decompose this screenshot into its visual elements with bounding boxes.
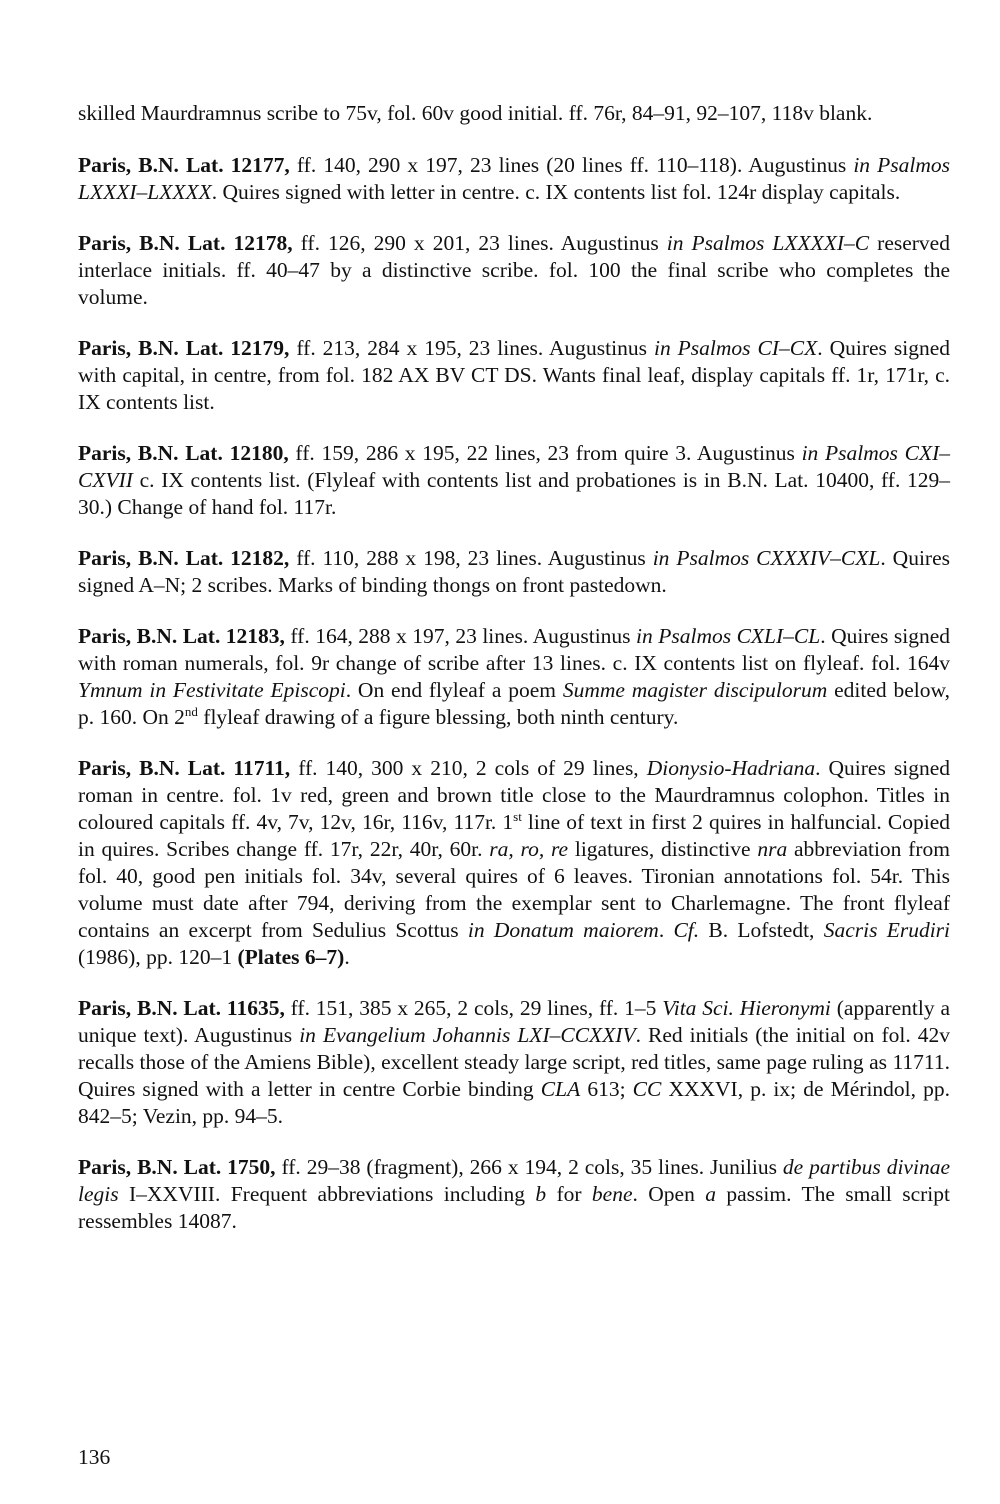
italic-text: b [535,1182,547,1206]
entry-text: ff. 126, 290 x 201, 23 lines. Augustinus [292,231,667,255]
catalogue-entry [78,1154,950,1235]
entry-text: (1986), pp. 120–1 [78,945,238,969]
entry-text: edited below, p. 160. On 2 [78,678,951,729]
entry-text: for [546,1182,592,1206]
italic-text: de partibus divinae legis [78,1155,950,1206]
shelfmark: Paris, B.N. Lat. 12180, [78,441,289,465]
entry-text: . Quires signed with capital, in centre, from fol. 182 AX BV CT DS. Wants final leaf, display capitals ff. 1r, 171r, c. IX contents list. [78,336,951,414]
entry-text: ligatures, distinctive [568,837,758,861]
italic-text: nra [757,837,788,861]
catalogue-entry [78,995,950,1130]
italic-text: in Psalmos LXXXXI–C [666,231,870,255]
catalogue-entry [78,545,950,599]
italic-text: CC [632,1077,662,1101]
italic-text: Dionysio-Hadriana [646,756,816,780]
entry-text: ff. 29–38 (fragment), 266 x 194, 2 cols, 35 lines. Junilius [275,1155,783,1179]
page-number: 136 [78,1445,111,1469]
catalogue-entry [78,755,950,971]
shelfmark: Paris, B.N. Lat. 11711, [78,756,291,780]
shelfmark: Paris, B.N. Lat. 12179, [78,336,290,360]
italic-text: in Donatum maiorem [467,918,659,942]
entry-text: . Quires signed with letter in centre. c. IX contents list fol. 124r display capitals. [211,180,901,204]
entry-text: ff. 151, 385 x 265, 2 cols, 29 lines, ff. 1–5 [284,996,663,1020]
shelfmark: Paris, B.N. Lat. 12177, [78,153,290,177]
catalogue-entry [78,100,950,127]
italic-text: Sacris Erudiri [823,918,951,942]
italic-text: in Psalmos LXXXI–LXXXX [78,153,951,204]
shelfmark: Paris, B.N. Lat. 12178, [78,231,293,255]
catalogue-entry [78,152,950,206]
shelfmark: Paris, B.N. Lat. 1750, [78,1155,276,1179]
italic-text: in Psalmos CI–CX [653,336,818,360]
entry-text: . Quires signed roman in centre. fol. 1v red, green and brown title close to the Maurdramnus colophon. Titles in coloured capitals ff. 4v, 7v, 12v, 16r, 116v, 117r. 1 [78,756,950,834]
entry-text: (Plates 6–7) [237,945,345,969]
catalogue-entry [78,230,950,311]
entry-text: abbreviation from fol. 40, good pen initials fol. 34v, several quires of 6 leaves. Tironian annotations fol. 54r. This volume must date after 794, deriving from the exemplar sent to Charlemagne. The front flyleaf contains an excerpt from Sedulius Scottus [78,837,950,942]
italic-text: bene [591,1182,633,1206]
italic-text: in Psalmos CXXXIV–CXL [652,546,881,570]
page-body [78,100,950,1259]
shelfmark: Paris, B.N. Lat. 11635, [78,996,285,1020]
entry-text: . Red initials (the initial on fol. 42v recalls those of the Amiens Bible), excellent steady large script, red titles, same page ruling as 11711. Quires signed with a letter in centre Corbie binding [78,1023,950,1101]
entry-text: passim. The small script ressembles 14087. [78,1182,950,1233]
italic-text: Ymnum in Festivitate Episcopi [78,678,346,702]
entry-text: skilled Maurdramnus scribe to 75v, fol. 60v good initial. ff. 76r, 84–91, 92–107, 118v blank. [78,101,873,125]
superscript-text: st [513,808,522,824]
catalogue-entry [78,440,950,521]
entry-text: 613; [580,1077,633,1101]
shelfmark: Paris, B.N. Lat. 12183, [78,624,285,648]
entry-text: . [344,945,350,969]
superscript-text: nd [184,703,198,719]
entry-text: . [658,918,674,942]
entry-text: B. Lofstedt, [699,918,824,942]
shelfmark: Paris, B.N. Lat. 12182, [78,546,290,570]
entry-text: XXXVI, p. ix; de Mérindol, pp. 842–5; Vezin, pp. 94–5. [78,1077,950,1128]
entry-text: . On end flyleaf a poem [345,678,563,702]
italic-text: a [705,1182,716,1206]
entry-text: reserved interlace initials. ff. 40–47 by a distinctive scribe. fol. 100 the final scribe who completes the volume. [78,231,950,309]
entry-text: line of text in first 2 quires in halfuncial. Copied in quires. Scribes change ff. 17r, 22r, 40r, 60r. [78,810,950,861]
entry-text: (apparently a unique text). Augustinus [78,996,950,1047]
entry-text: I–XXVIII. Frequent abbreviations including [118,1182,536,1206]
entry-text: . Quires signed with roman numerals, fol. 9r change of scribe after 13 lines. c. IX contents list on flyleaf. fol. 164v [78,624,950,675]
entry-text: flyleaf drawing of a figure blessing, both ninth century. [197,705,679,729]
entry-text: ff. 159, 286 x 195, 22 lines, 23 from quire 3. Augustinus [288,441,802,465]
entry-text: . Quires signed A–N; 2 scribes. Marks of binding thongs on front pastedown. [78,546,950,597]
entry-text: ff. 164, 288 x 197, 23 lines. Augustinus [284,624,637,648]
entry-text: ff. 213, 284 x 195, 23 lines. Augustinus [289,336,654,360]
italic-text: CLA [540,1077,581,1101]
italic-text: in Evangelium Johannis LXI–CCXXIV [299,1023,636,1047]
italic-text: Summe magister discipulorum [562,678,828,702]
entry-text: c. IX contents list. (Flyleaf with contents list and probationes is in B.N. Lat. 10400, ff. 129–30.) Change of hand fol. 117r. [78,468,950,519]
entry-text: . Open [632,1182,706,1206]
italic-text: in Psalmos CXLI–CL [636,624,821,648]
catalogue-entry [78,623,950,731]
entry-text: ff. 140, 300 x 210, 2 cols of 29 lines, [290,756,647,780]
italic-text: Cf. [673,918,700,942]
italic-text: ra, ro, re [489,837,569,861]
italic-text: in Psalmos CXI–CXVII [78,441,950,492]
italic-text: Vita Sci. Hieronymi [662,996,831,1020]
catalogue-entry [78,335,950,416]
entry-text: ff. 110, 288 x 198, 23 lines. Augustinus [289,546,653,570]
entry-text: ff. 140, 290 x 197, 23 lines (20 lines ff. 110–118). Augustinus [289,153,854,177]
